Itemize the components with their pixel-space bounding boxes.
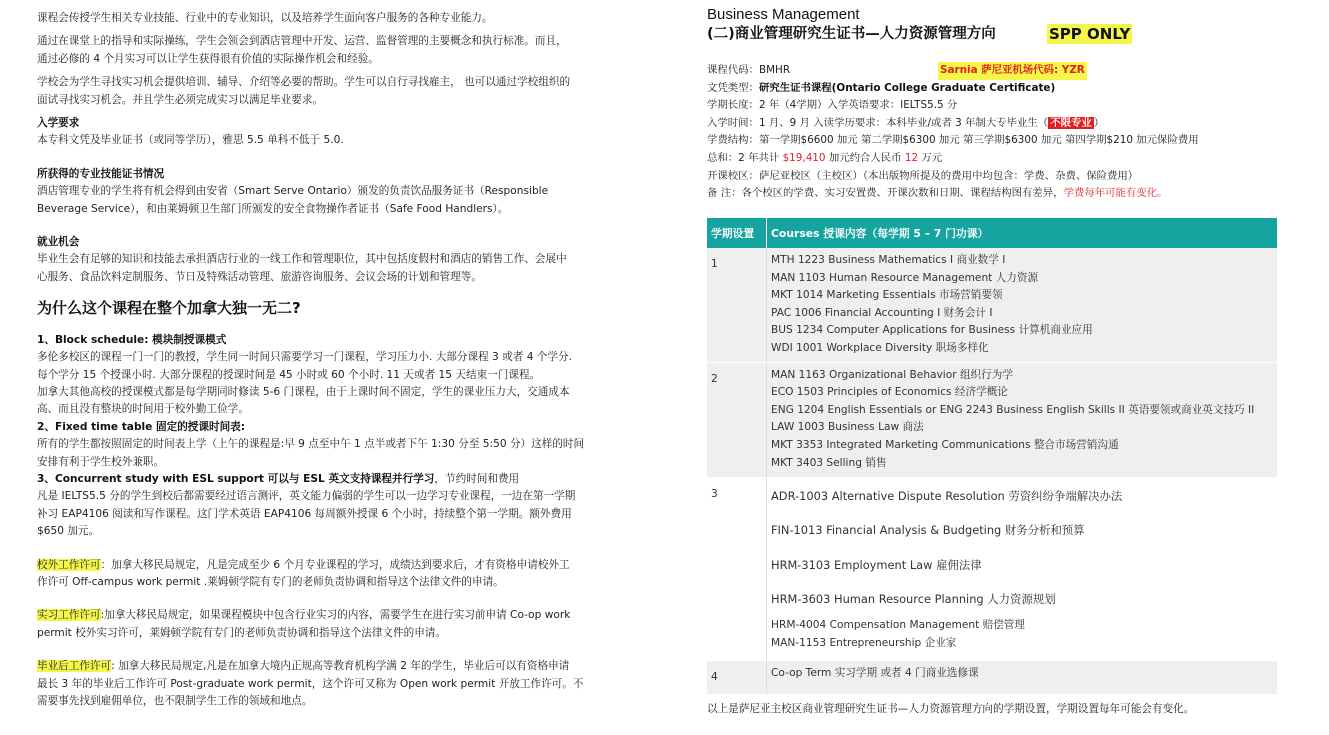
program-title-row	[707, 24, 1279, 44]
program-code-row	[707, 62, 1279, 80]
esl-text-c: $650 加元。	[37, 525, 100, 538]
block-schedule-c: 加拿大其他高校的授课模式都是每学期同时修读 5-6 门课程，由于上课时间不固定，学生的课业压力大，交通成本	[37, 385, 570, 398]
block-schedule-b: 每个学分 15 个授课小时. 大部分课程的授课时间是 45 小时或 60 个小时. 11 天或者 15 天结束一门课程。	[37, 368, 541, 381]
term-number: 3	[707, 477, 767, 660]
pgwp-line-a	[37, 658, 629, 675]
term-number: 1	[707, 248, 767, 362]
course-item: HRM-4004 Compensation Management 赔偿管理	[771, 618, 1025, 631]
intro-paragraph-2a: 通过在课堂上的指导和实际操练，学生会领会到酒店管理中开发、运营、监督管理的主要概念和执行标准。而且，	[37, 35, 567, 48]
credential-row	[707, 80, 1279, 98]
brand-title: Business Management	[707, 6, 860, 23]
fixed-timetable-a: 所有的学生都按照固定的时间表上学（上午的课程是:早 9 点至中午 1 点半或者下午 1:30 分至 5:50 分）这样的时间	[37, 438, 585, 451]
airport-code-badge: Sarnia 萨尼亚机场代码: YZR	[938, 62, 1087, 80]
offcampus-text-a: ：加拿大移民局规定，凡是完成至少 6 个月专业课程的学习，成绩达到要求后，才有资格申请校外工	[100, 558, 570, 571]
heading-certificates: 所获得的专业技能证书情况	[37, 167, 165, 180]
intake-row	[707, 115, 1279, 133]
block-schedule-a: 多伦多校区的课程一门一门的教授，学生同一时间只需要学习一门课程，学习压力小. 大部分课程 3 或者 4 个学分.	[37, 351, 572, 364]
pgwp-text-c: 需要事先找到雇佣单位，也不限制学生工作的领域和地点。	[37, 695, 313, 707]
block-schedule-title: 1、Block schedule: 模块制授课模式	[37, 333, 227, 346]
total-rmb: 12	[904, 151, 919, 164]
program-code: 课程代码：BMHR	[707, 64, 791, 76]
coop-line-a	[37, 607, 629, 624]
offcampus-line-a	[37, 557, 629, 574]
course-item: HRM-3603 Human Resource Planning 人力资源规划	[771, 592, 1056, 607]
total-row	[707, 150, 1279, 168]
fixed-timetable-b: 安排有利于学生校外兼职。	[37, 455, 165, 468]
pgwp-text-b: 最长 3 年的毕业后工作许可 Post-graduate work permit，这个许可又称为 Open work permit 开放工作许可。不	[37, 677, 584, 690]
pgwp-label: 毕业后工作许可	[37, 660, 112, 673]
esl-text-b: 补习 EAP4106 阅读和写作课程。这门学术英语 EAP4106 每周额外授课 6 个小时，持续整个第一学期。额外费用	[37, 507, 572, 520]
intro-paragraph-3a: 学校会为学生寻找实习机会提供培训、辅导、介绍等必要的帮助。学生可以自行寻找雇主， 也可以通过学校组织的	[37, 76, 571, 89]
jobs-text-a: 毕业生会有足够的知识和技能去承担酒店行业的一线工作和管理职位，其中包括度假村和酒店的销售工作、会展中	[37, 253, 567, 266]
header-term: 学期设置	[707, 218, 767, 248]
course-item: Co-op Term 实习学期 或者 4 门商业选修课	[771, 666, 979, 679]
certificates-text-b: Beverage Service），和由莱姆顿卫生部门所颁发的安全食物操作者证书（Safe Food Handlers）。	[37, 202, 509, 215]
certificates-text-a: 酒店管理专业的学生将有机会得到由安省（Smart Serve Ontario）颁发的负责饮品服务证书（Responsible	[37, 185, 549, 198]
fixed-timetable-title: 2、Fixed time table 固定的授课时间表:	[37, 420, 246, 433]
esl-title-tail: ，节约时间和费用	[434, 472, 520, 485]
table-footnote: 以上是萨尼亚主校区商业管理研究生证书—人力资源管理方向的学期设置，学期设置每年可能会有变化。	[707, 703, 1195, 715]
block-schedule-d: 高、而且没有整块的时间用于校外勤工俭学。	[37, 403, 249, 416]
esl-text-a: 凡是 IELTS5.5 分的学生到校后都需要经过语言测评，英文能力偏弱的学生可以一边学习专业课程，一边在第一学期	[37, 490, 576, 503]
course-item: ECO 1503 Principles of Economics 经济学概论	[771, 386, 1008, 399]
credential-value: 研究生证书课程(Ontario College Graduate Certificate)	[758, 81, 1056, 94]
course-item: BUS 1234 Computer Applications for Business 计算机商业应用	[771, 324, 1093, 337]
note-text-b: 学费每年可能有变化。	[1063, 187, 1168, 200]
term-courses	[767, 477, 1278, 660]
course-item: FIN-1013 Financial Analysis & Budgeting 财务分析和预算	[771, 523, 1085, 538]
term-courses	[767, 362, 1278, 477]
course-item: MTH 1223 Business Mathematics I 商业数学 I	[771, 254, 1006, 266]
course-item: HRM-3103 Employment Law 雇佣法律	[771, 557, 982, 572]
term-row-2	[707, 362, 1277, 477]
total-text-b: 加元约合人民币	[825, 151, 905, 164]
intro-paragraph-3b: 面试寻找实习机会。并且学生必须完成实习以满足毕业要求。	[37, 93, 324, 106]
credential-label: 文凭类型：	[707, 81, 759, 94]
intake-text-b: ）	[1093, 116, 1105, 129]
term-row-4	[707, 660, 1277, 694]
program-title: (二)商业管理研究生证书—人力资源管理方向	[707, 26, 996, 42]
course-item: MAN 1163 Organizational Behavior 组织行为学	[771, 368, 1013, 381]
pgwp-text-a: : 加拿大移民局规定,凡是在加拿大境内正规高等教育机构学满 2 年的学生，毕业后可以有资格申请	[111, 660, 570, 673]
course-item: MKT 3353 Integrated Marketing Communications 整合市场营销沟通	[771, 438, 1119, 451]
left-column	[37, 10, 629, 710]
intro-paragraph-1: 课程会传授学生相关专业技能、行业中的专业知识，以及培养学生面向客户服务的各种专业能力。	[37, 12, 493, 24]
term-row-1	[707, 248, 1277, 362]
esl-title-line	[37, 471, 629, 488]
coop-text-a: :加拿大移民局规定，如果课程模块中包含行业实习的内容，需要学生在进行实习前申请 Co-op work	[100, 609, 571, 622]
total-cad: $19,410	[782, 151, 826, 164]
fees-row: 学费结构：第一学期$6600 加元 第二学期$6300 加元 第三学期$6300 加元 第四学期$210 加元保险费用	[707, 134, 1199, 147]
course-item: MKT 3403 Selling 销售	[771, 456, 887, 469]
offcampus-text-b: 作许可 Off-campus work permit .莱姆顿学院有专门的老师负责协调和指导这个法律文件的申请。	[37, 575, 504, 588]
course-item: ADR-1003 Alternative Dispute Resolution 劳资纠纷争端解决办法	[771, 488, 1123, 503]
term-number: 2	[707, 362, 767, 477]
campus-row: 开课校区：萨尼亚校区（主校区）（本出版物所提及的费用中均包含：学费、杂费、保险费用）	[707, 169, 1139, 182]
note-text-a: 备 注：各个校区的学费、实习安置费、开课次数和日期、课程结构图有差异，	[707, 187, 1064, 200]
spp-only-badge: SPP ONLY	[1049, 25, 1131, 43]
intake-text-a: 入学时间：1 月、9 月 入读学历要求：本科毕业/或者 3 年制大专毕业生（	[707, 116, 1049, 129]
total-text-c: 万元	[918, 151, 943, 164]
term-courses	[767, 248, 1278, 362]
term-row-3	[707, 477, 1277, 660]
heading-admission: 入学要求	[37, 117, 80, 130]
offcampus-label: 校外工作许可	[37, 558, 101, 571]
coop-text-b: permit 校外实习许可，莱姆顿学院有专门的老师负责协调和指导这个法律文件的申请。	[37, 626, 446, 639]
course-item: MAN-1153 Entrepreneurship 企业家	[771, 636, 957, 649]
course-item: WDI 1001 Workplace Diversity 职场多样化	[771, 341, 989, 354]
course-item: PAC 1006 Financial Accounting I 财务会计 I	[771, 306, 993, 319]
term-number: 4	[707, 660, 767, 694]
course-item: MAN 1103 Human Resource Management 人力资源	[771, 271, 1039, 284]
term-courses	[767, 660, 1278, 694]
total-text-a: 总和：2 年共计	[707, 151, 783, 164]
course-table	[707, 218, 1277, 695]
header-courses: Courses 授课内容（每学期 5 – 7 门功课）	[767, 218, 1278, 248]
course-item: LAW 1003 Business Law 商法	[771, 421, 924, 434]
heading-unique: 为什么这个课程在整个加拿大独一无二?	[37, 299, 301, 318]
heading-jobs: 就业机会	[37, 236, 80, 249]
note-row	[707, 185, 1279, 203]
course-item: ENG 1204 English Essentials or ENG 2243 Business English Skills II 英语要领或商业英文技巧 II	[771, 403, 1255, 416]
coop-label: 实习工作许可	[37, 609, 101, 622]
course-table-header	[707, 218, 1277, 248]
length-row: 学期长度：2 年（4学期）入学英语要求：IELTS5.5 分	[707, 99, 958, 112]
any-major-badge: 不限专业	[1050, 116, 1092, 129]
esl-title: 3、Concurrent study with ESL support 可以与 ESL 英文支持课程并行学习	[37, 472, 435, 485]
program-info	[707, 62, 1279, 203]
right-column	[707, 6, 1279, 715]
admission-text: 本专科文凭及毕业证书（或同等学历），雅思 5.5 单科不低于 5.0.	[37, 134, 344, 147]
jobs-text-b: 心服务、食品饮料定制服务、节日及特殊活动管理、旅游咨询服务、会议会场的计划和管理等。	[37, 270, 482, 283]
intro-paragraph-2b: 通过必修的 4 个月实习可以让学生获得很有价值的实际操作机会和经验。	[37, 52, 379, 65]
course-item: MKT 1014 Marketing Essentials 市场营销要领	[771, 289, 1003, 302]
